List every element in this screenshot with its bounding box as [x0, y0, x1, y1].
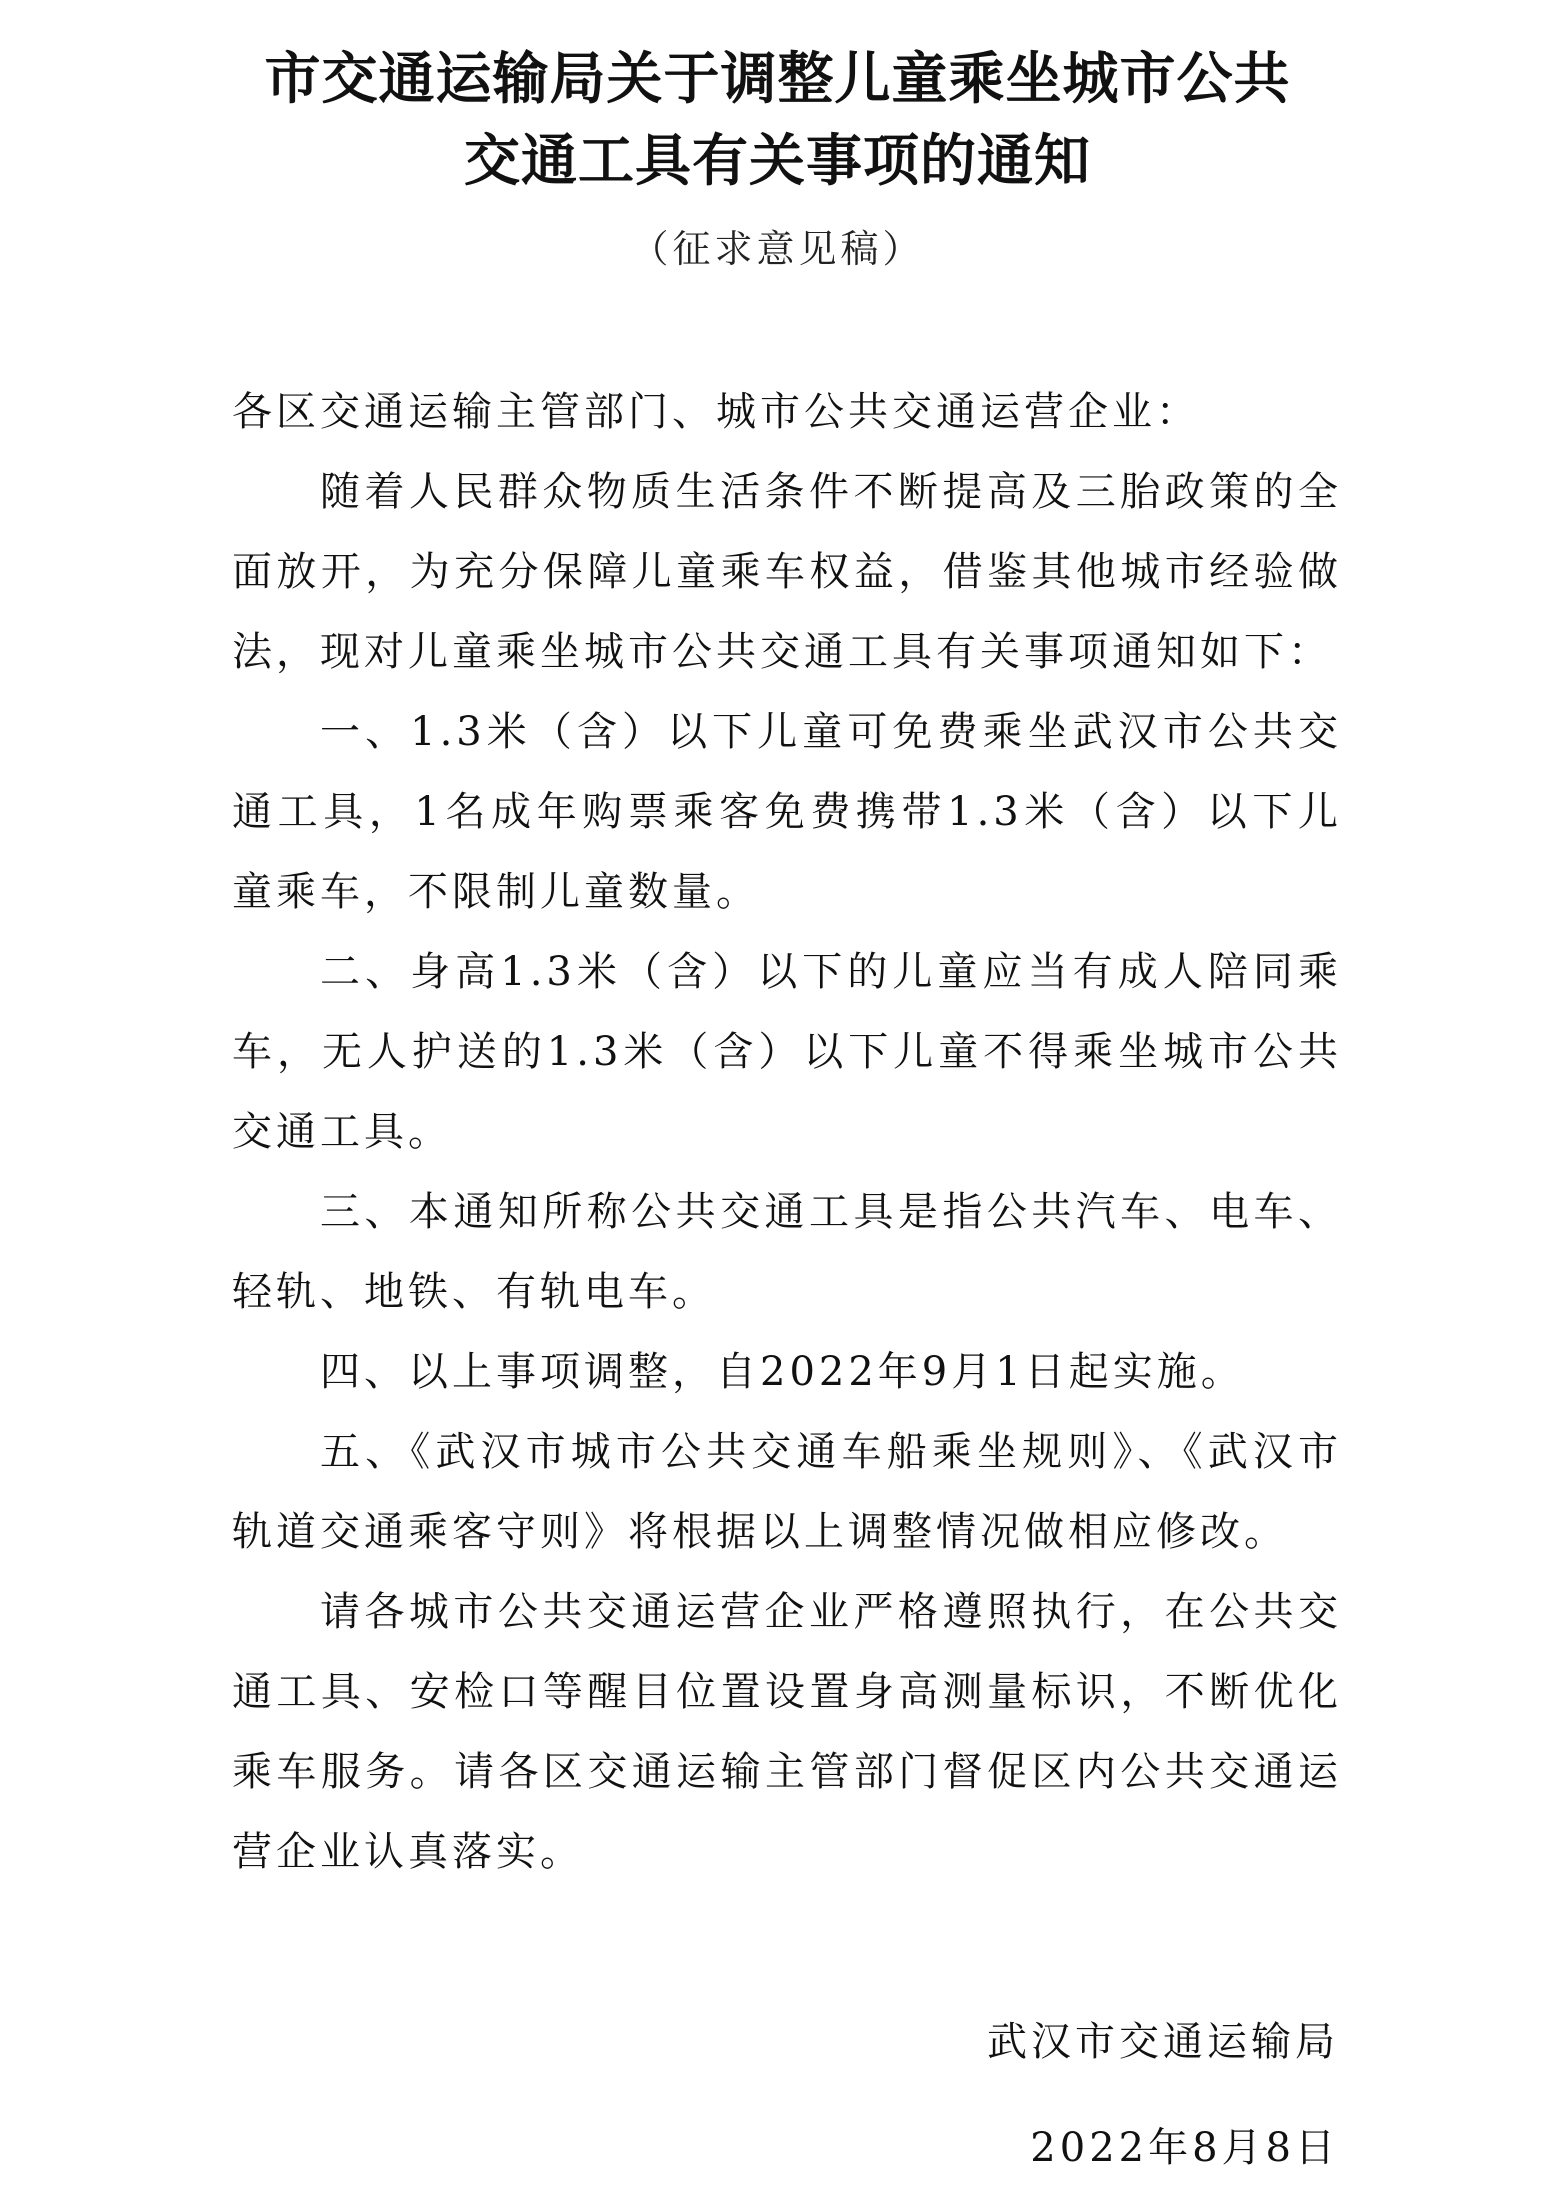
issuer-signature: 武汉市交通运输局	[987, 2019, 1339, 2065]
paragraph-item-1: 一、1.3米（含）以下儿童可免费乘坐武汉市公共交通工具，1名成年购票乘客免费携带1.3米（含）以下儿童乘车，不限制儿童数量。	[232, 709, 1342, 915]
paragraph-item-2: 二、身高1.3米（含）以下的儿童应当有成人陪同乘车，无人护送的1.3米（含）以下儿童不得乘坐城市公共交通工具。	[232, 949, 1342, 1155]
document-title-line-1: 市交通运输局关于调整儿童乘坐城市公共	[264, 47, 1291, 112]
document-subtitle: （征求意见稿）	[630, 227, 925, 271]
paragraph-closing: 请各城市公共交通运营企业严格遵照执行，在公共交通工具、安检口等醒目位置设置身高测量标识，不断优化乘车服务。请各区交通运输主管部门督促区内公共交通运营企业认真落实。	[232, 1589, 1342, 1875]
paragraph-item-3: 三、本通知所称公共交通工具是指公共汽车、电车、轻轨、地铁、有轨电车。	[232, 1189, 1342, 1315]
salutation: 各区交通运输主管部门、城市公共交通运营企业：	[232, 389, 1200, 435]
issue-date: 2022年8月8日	[1030, 2125, 1339, 2171]
paragraph-item-5: 五、《武汉市城市公共交通车船乘坐规则》、《武汉市轨道交通乘客守则》将根据以上调整情况做相应修改。	[232, 1429, 1342, 1555]
paragraph-item-4: 四、以上事项调整，自2022年9月1日起实施。	[320, 1349, 1245, 1395]
document-title-line-2: 交通工具有关事项的通知	[464, 129, 1091, 194]
document-body	[232, 372, 1342, 1892]
paragraph-intro: 随着人民群众物质生活条件不断提高及三胎政策的全面放开，为充分保障儿童乘车权益，借鉴其他城市经验做法，现对儿童乘坐城市公共交通工具有关事项通知如下：	[232, 469, 1342, 675]
